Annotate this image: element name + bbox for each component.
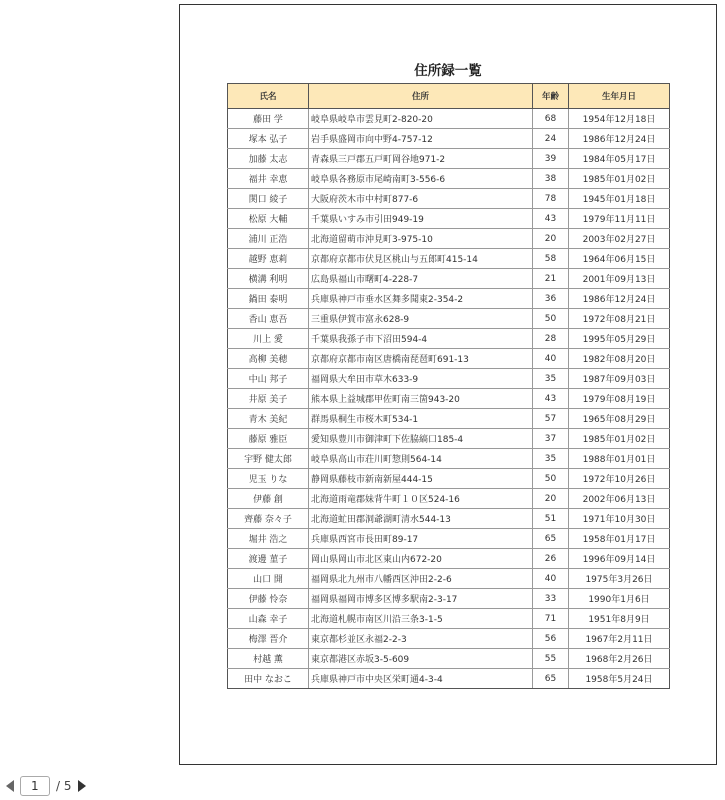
cell-address: 北海道虻田郡洞爺湖町清水544-13 [309,509,533,529]
cell-name: 鍋田 泰明 [228,289,309,309]
cell-dob: 1995年05月29日 [569,329,670,349]
cell-age: 57 [533,409,569,429]
cell-address: 北海道雨竜郡妹背牛町１０区524-16 [309,489,533,509]
cell-age: 37 [533,429,569,449]
table-row [228,549,670,569]
cell-age: 36 [533,289,569,309]
cell-dob: 1951年8月9日 [569,609,670,629]
cell-address: 兵庫県神戸市垂水区舞多聞東2-354-2 [309,289,533,309]
cell-dob: 1958年5月24日 [569,669,670,689]
table-row [228,349,670,369]
cell-name: 児玉 りな [228,469,309,489]
cell-address: 東京都杉並区永福2-2-3 [309,629,533,649]
cell-address: 静岡県藤枝市新南新屋444-15 [309,469,533,489]
header-address: 住所 [309,84,533,109]
cell-dob: 2003年02月27日 [569,229,670,249]
cell-name: 渡邊 菫子 [228,549,309,569]
cell-name: 山口 開 [228,569,309,589]
cell-address: 岐阜県岐阜市雲見町2-820-20 [309,109,533,129]
cell-age: 39 [533,149,569,169]
cell-address: 大阪府茨木市中村町877-6 [309,189,533,209]
cell-address: 広島県福山市曙町4-228-7 [309,269,533,289]
cell-dob: 1986年12月24日 [569,129,670,149]
cell-name: 堀井 浩之 [228,529,309,549]
cell-dob: 1979年08月19日 [569,389,670,409]
cell-name: 宇野 健太郎 [228,449,309,469]
cell-age: 55 [533,649,569,669]
cell-name: 関口 綾子 [228,189,309,209]
cell-dob: 1985年01月02日 [569,169,670,189]
cell-dob: 2001年09月13日 [569,269,670,289]
next-page-icon[interactable] [78,780,86,792]
table-row [228,209,670,229]
table-row [228,189,670,209]
cell-age: 68 [533,109,569,129]
cell-name: 横溝 利明 [228,269,309,289]
cell-name: 齊藤 奈々子 [228,509,309,529]
cell-dob: 1987年09月03日 [569,369,670,389]
table-row [228,609,670,629]
page-navigator [0,773,140,799]
table-body [228,109,670,689]
cell-address: 三重県伊賀市富永628-9 [309,309,533,329]
cell-name: 山森 幸子 [228,609,309,629]
cell-dob: 1954年12月18日 [569,109,670,129]
table-row [228,489,670,509]
cell-age: 21 [533,269,569,289]
cell-dob: 1972年08月21日 [569,309,670,329]
cell-dob: 1972年10月26日 [569,469,670,489]
cell-dob: 1971年10月30日 [569,509,670,529]
cell-age: 33 [533,589,569,609]
cell-name: 梅澤 晋介 [228,629,309,649]
table-row [228,129,670,149]
table-row [228,409,670,429]
table-row [228,269,670,289]
cell-address: 福岡県大牟田市草木633-9 [309,369,533,389]
table-row [228,649,670,669]
table-row [228,509,670,529]
page-number-input[interactable] [20,776,50,796]
cell-address: 京都府京都市伏見区桃山与五郎町415-14 [309,249,533,269]
cell-dob: 1967年2月11日 [569,629,670,649]
cell-address: 千葉県いすみ市引田949-19 [309,209,533,229]
cell-name: 伊藤 創 [228,489,309,509]
table-row [228,109,670,129]
document-page [179,4,717,765]
cell-age: 50 [533,309,569,329]
cell-age: 78 [533,189,569,209]
cell-name: 松原 大輔 [228,209,309,229]
cell-dob: 1982年08月20日 [569,349,670,369]
table-row [228,309,670,329]
cell-address: 愛知県豊川市御津町下佐脇縞口185-4 [309,429,533,449]
cell-age: 40 [533,569,569,589]
table-row [228,229,670,249]
address-table [227,83,670,689]
document-title: 住所録一覧 [414,63,482,79]
cell-age: 65 [533,669,569,689]
table-row [228,569,670,589]
cell-name: 香山 恵吾 [228,309,309,329]
cell-dob: 1996年09月14日 [569,549,670,569]
cell-age: 40 [533,349,569,369]
cell-age: 28 [533,329,569,349]
cell-age: 43 [533,209,569,229]
cell-dob: 1985年01月02日 [569,429,670,449]
cell-dob: 1986年12月24日 [569,289,670,309]
cell-dob: 1984年05月17日 [569,149,670,169]
cell-dob: 1988年01月01日 [569,449,670,469]
cell-address: 青森県三戸郡五戸町岡谷地971-2 [309,149,533,169]
cell-name: 塚本 弘子 [228,129,309,149]
cell-age: 58 [533,249,569,269]
cell-address: 福岡県北九州市八幡西区沖田2-2-6 [309,569,533,589]
cell-age: 38 [533,169,569,189]
cell-name: 川上 愛 [228,329,309,349]
table-row [228,589,670,609]
cell-dob: 1975年3月26日 [569,569,670,589]
cell-name: 加藤 太志 [228,149,309,169]
cell-dob: 1965年08月29日 [569,409,670,429]
table-row [228,669,670,689]
table-row [228,629,670,649]
cell-name: 藤原 雅臣 [228,429,309,449]
cell-address: 千葉県我孫子市下沼田594-4 [309,329,533,349]
cell-age: 20 [533,489,569,509]
cell-name: 井原 美子 [228,389,309,409]
table-header-row [228,84,670,109]
cell-address: 岐阜県高山市荘川町惣則564-14 [309,449,533,469]
cell-name: 高柳 美穂 [228,349,309,369]
cell-dob: 1945年01月18日 [569,189,670,209]
cell-age: 65 [533,529,569,549]
table-row [228,529,670,549]
table-row [228,169,670,189]
cell-dob: 2002年06月13日 [569,489,670,509]
cell-name: 浦川 正浩 [228,229,309,249]
table-row [228,469,670,489]
cell-age: 35 [533,449,569,469]
table-row [228,289,670,309]
cell-address: 北海道留萌市沖見町3-975-10 [309,229,533,249]
cell-age: 50 [533,469,569,489]
cell-dob: 1964年06月15日 [569,249,670,269]
cell-dob: 1979年11月11日 [569,209,670,229]
cell-address: 岩手県盛岡市向中野4-757-12 [309,129,533,149]
table-row [228,249,670,269]
cell-address: 福岡県福岡市博多区博多駅南2-3-17 [309,589,533,609]
table-row [228,429,670,449]
header-dob: 生年月日 [569,84,670,109]
cell-address: 北海道札幌市南区川沿三条3-1-5 [309,609,533,629]
cell-name: 藤田 学 [228,109,309,129]
cell-dob: 1990年1月6日 [569,589,670,609]
cell-address: 東京都港区赤坂3-5-609 [309,649,533,669]
cell-name: 福井 幸恵 [228,169,309,189]
cell-name: 田中 なおこ [228,669,309,689]
cell-age: 20 [533,229,569,249]
cell-name: 伊藤 怜奈 [228,589,309,609]
cell-dob: 1968年2月26日 [569,649,670,669]
page-total-label: / 5 [56,779,72,793]
cell-address: 兵庫県西宮市長田町89-17 [309,529,533,549]
table-row [228,389,670,409]
table-row [228,369,670,389]
previous-page-icon[interactable] [6,780,14,792]
table-row [228,449,670,469]
cell-address: 兵庫県神戸市中央区栄町通4-3-4 [309,669,533,689]
cell-address: 京都府京都市南区唐橋南琵琶町691-13 [309,349,533,369]
cell-age: 51 [533,509,569,529]
cell-age: 56 [533,629,569,649]
cell-age: 71 [533,609,569,629]
cell-dob: 1958年01月17日 [569,529,670,549]
cell-name: 中山 邦子 [228,369,309,389]
cell-age: 43 [533,389,569,409]
cell-name: 越野 恵莉 [228,249,309,269]
table-row [228,329,670,349]
header-name: 氏名 [228,84,309,109]
cell-address: 熊本県上益城郡甲佐町南三箇943-20 [309,389,533,409]
cell-age: 35 [533,369,569,389]
cell-address: 群馬県桐生市桜木町534-1 [309,409,533,429]
header-age: 年齢 [533,84,569,109]
cell-age: 26 [533,549,569,569]
table-row [228,149,670,169]
cell-address: 岐阜県各務原市尾崎南町3-556-6 [309,169,533,189]
cell-name: 村越 薫 [228,649,309,669]
cell-name: 青木 美紀 [228,409,309,429]
cell-address: 岡山県岡山市北区東山内672-20 [309,549,533,569]
cell-age: 24 [533,129,569,149]
